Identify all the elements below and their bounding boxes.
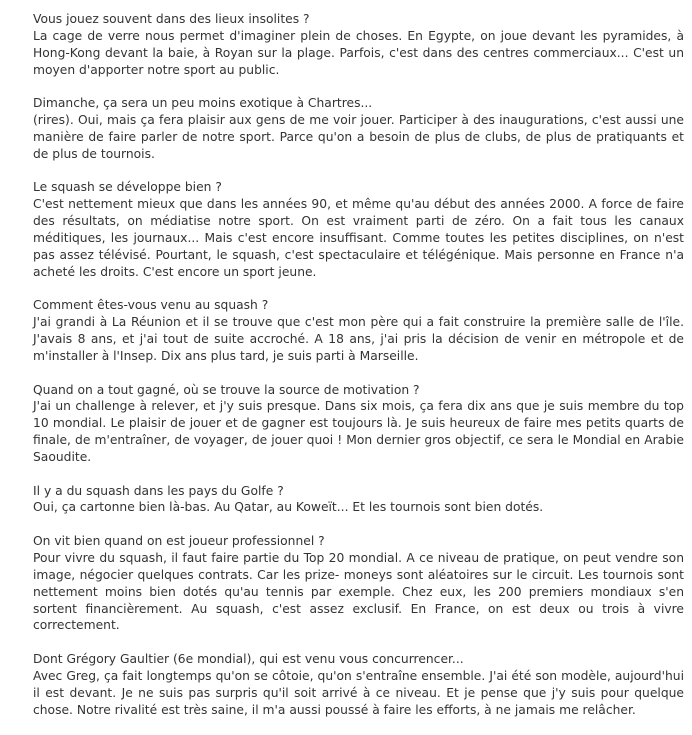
- question-text: On vit bien quand on est joueur professionnel ?: [33, 534, 325, 549]
- qa-block: [33, 651, 684, 718]
- question-text: Quand on a tout gagné, où se trouve la source de motivation ?: [33, 382, 420, 397]
- answer-text: La cage de verre nous permet d'imaginer plein de choses. En Egypte, on joue devant les pyramides, à Hong-Kong devant la baie, à Royan sur la plage. Parfois, c'est dans des centres commerciaux... C'est un moyen d'apporter notre sport au public.: [33, 28, 684, 77]
- answer-text: (rires). Oui, mais ça fera plaisir aux gens de me voir jouer. Participer à des inaugurations, c'est aussi une manière de faire parler de notre sport. Parce qu'on a besoin de plus de clubs, de plus de pratiquants et de plus de tournois.: [33, 113, 684, 161]
- question-text: Dont Grégory Gaultier (6e mondial), qui est venu vous concurrencer...: [33, 652, 464, 667]
- question-text: Il y a du squash dans les pays du Golfe ?: [33, 483, 284, 498]
- answer-text: Oui, ça cartonne bien là-bas. Au Qatar, au Koweït... Et les tournois sont bien dotés.: [33, 500, 544, 515]
- interview-article: [33, 11, 684, 735]
- question-text: Le squash se développe bien ?: [33, 180, 222, 195]
- qa-block: [33, 533, 684, 634]
- answer-text: Avec Greg, ça fait longtemps qu'on se côtoie, qu'on s'entraîne ensemble. J'ai été son modèle, aujourd'hui il est devant. Je ne suis pas surpris qu'il soit arrivé à ce niveau. Et je pense que j'y suis pour quelque chose. Notre rivalité est très saine, il m'a aussi poussé à faire les efforts, à ne jamais me relâcher.: [33, 668, 684, 717]
- answer-text: J'ai grandi à La Réunion et il se trouve que c'est mon père qui a fait construire la première salle de l'île. J'avais 8 ans, et j'ai tout de suite accroché. A 18 ans, j'ai pris la décision de venir en métropole et de m'installer à l'Insep. Dix ans plus tard, je suis parti à Marseille.: [33, 315, 684, 363]
- qa-block: [33, 179, 684, 280]
- answer-text: C'est nettement mieux que dans les années 90, et même qu'au début des années 2000. A force de faire des résultats, on médiatise notre sport. On est vraiment parti de zéro. On a fait tous les canaux méditiques, les journaux... Mais c'est encore insuffisant. Comme toutes les petites disciplines, on n'est pas assez télévisé. Pourtant, le squash, c'est spectaculaire et télégénique. Mais personne en France n'a acheté les droits. C'est encore un sport jeune.: [33, 197, 684, 279]
- qa-block: [33, 483, 684, 517]
- qa-block: [33, 95, 684, 162]
- qa-block: [33, 11, 684, 78]
- question-text: Dimanche, ça sera un peu moins exotique à Chartres...: [33, 96, 373, 111]
- question-text: Vous jouez souvent dans des lieux insolites ?: [33, 12, 310, 26]
- answer-text: Pour vivre du squash, il faut faire partie du Top 20 mondial. A ce niveau de pratique, on peut vendre son image, négocier quelques contrats. Car les prize- moneys sont aléatoires sur le circuit. Les tournois sont nettement moins bien dotés qu'au tennis par exemple. Chez eux, les 200 premiers mondiaux s'en sortent financièrement. Au squash, c'est assez exclusif. En France, on est deux ou trois à vivre correctement.: [33, 551, 684, 633]
- answer-text: J'ai un challenge à relever, et j'y suis presque. Dans six mois, ça fera dix ans que je suis membre du top 10 mondial. Le plaisir de jouer et de gagner est toujours là. Je suis heureux de faire mes petits quarts de finale, de m'entraîner, de voyager, de jouer quoi ! Mon dernier gros objectif, ce sera le Mondial en Arabie Saoudite.: [33, 399, 684, 464]
- qa-block: [33, 382, 684, 466]
- qa-block: [33, 297, 684, 364]
- question-text: Comment êtes-vous venu au squash ?: [33, 298, 269, 313]
